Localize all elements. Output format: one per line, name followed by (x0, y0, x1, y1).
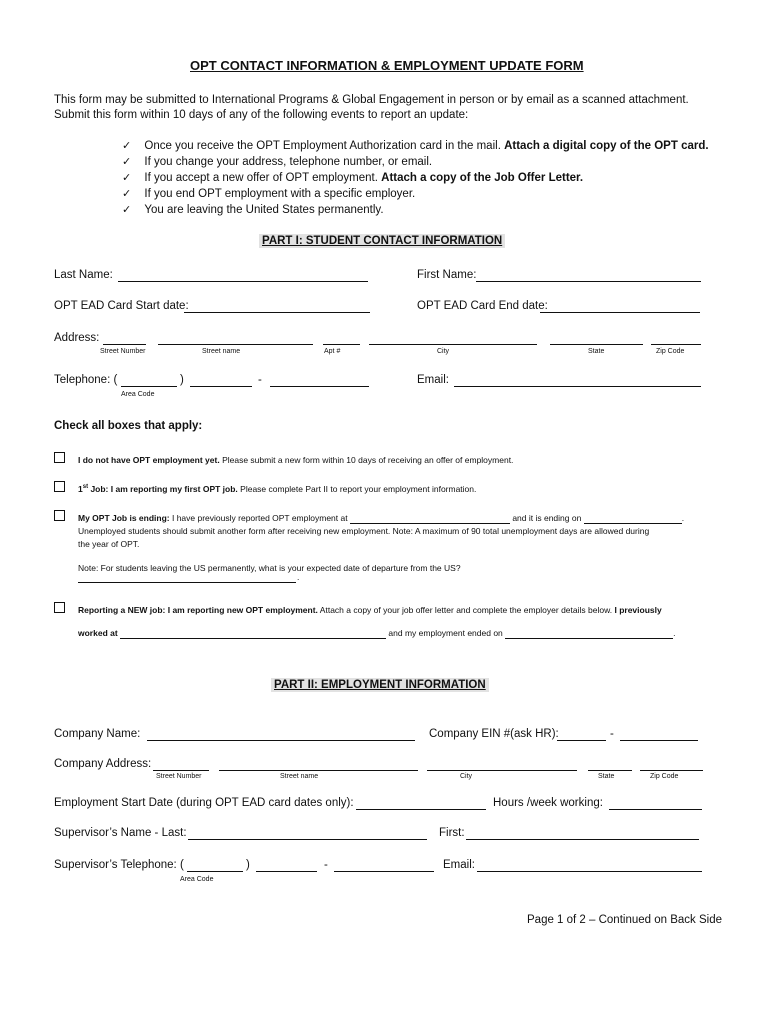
start-date-field[interactable] (356, 809, 486, 810)
street-number-field[interactable] (103, 344, 146, 345)
ead-end-label: OPT EAD Card End date: (417, 300, 548, 312)
departure-note: Note: For students leaving the US permanently, what is your expected date of departure from the US? (78, 563, 461, 573)
job-ending-period: . (681, 513, 685, 523)
supervisor-first-label: First: (439, 827, 465, 839)
checkmark-icon: ✓ (122, 172, 132, 184)
job-ending-text-2: and it is ending on (509, 513, 584, 523)
intro-line-2: Submit this form within 10 days of any of the following events to report an update: (54, 109, 469, 121)
first-job-text: Please complete Part II to report your employment information. (237, 484, 477, 494)
company-state-field[interactable] (588, 770, 632, 771)
first-name-field[interactable] (476, 281, 701, 282)
start-date-label: Employment Start Date (during OPT EAD card dates only): (54, 797, 354, 809)
phone-prefix-field[interactable] (190, 386, 252, 387)
company-street-name-caption: Street name (280, 773, 319, 780)
company-ein-label: Company EIN #(ask HR): (429, 728, 559, 740)
ead-start-field[interactable] (184, 312, 370, 313)
checkbox-job-ending[interactable] (54, 510, 65, 521)
state-caption: State (588, 348, 605, 355)
supervisor-email-label: Email: (443, 859, 475, 871)
street-name-field[interactable] (158, 344, 313, 345)
supervisor-telephone-paren: ) (246, 859, 250, 871)
supervisor-last-label: Supervisor’s Name - Last: (54, 827, 187, 839)
email-field[interactable] (454, 386, 701, 387)
supervisor-area-code-field[interactable] (187, 871, 243, 872)
checkbox-no-employment[interactable] (54, 452, 65, 463)
telephone-label: Telephone: ( (54, 374, 118, 386)
address-label: Address: (54, 332, 100, 344)
list-item (122, 203, 384, 216)
company-name-field[interactable] (147, 740, 415, 741)
new-job-text: Attach a copy of your job offer letter and complete the employer details below. (317, 605, 613, 615)
zip-caption: Zip Code (656, 348, 685, 355)
company-city-field[interactable] (427, 770, 577, 771)
supervisor-telephone-label: Supervisor’s Telephone: ( (54, 859, 184, 871)
telephone-paren: ) (180, 374, 184, 386)
first-name-label: First Name: (417, 269, 477, 281)
area-code-caption: Area Code (121, 391, 155, 398)
job-ending-line-3: the year of OPT. (78, 539, 140, 549)
checkmark-icon: ✓ (122, 156, 132, 168)
checkmark-icon: ✓ (122, 204, 132, 216)
form-title: OPT CONTACT INFORMATION & EMPLOYMENT UPDATE FORM (190, 58, 584, 73)
checkbox-new-job-label (78, 605, 662, 615)
bullet-text: If you end OPT employment with a specific employer. (144, 188, 416, 200)
supervisor-phone-prefix-field[interactable] (256, 871, 317, 872)
company-zip-field[interactable] (640, 770, 703, 771)
new-job-bold: Reporting a NEW job: I am reporting new OPT employment. (78, 605, 318, 615)
company-street-name-field[interactable] (219, 770, 418, 771)
ein-prefix-field[interactable] (557, 740, 606, 741)
new-job-line-2 (78, 628, 676, 639)
street-number-caption: Street Number (100, 348, 146, 355)
email-label: Email: (417, 374, 449, 386)
area-code-field[interactable] (121, 386, 177, 387)
checkmark-icon: ✓ (122, 140, 132, 152)
worked-at-label: worked at (78, 628, 118, 638)
no-employment-text: Please submit a new form within 10 days of receiving an offer of employment. (219, 455, 514, 465)
supervisor-phone-line-field[interactable] (334, 871, 434, 872)
supervisor-email-field[interactable] (477, 871, 702, 872)
telephone-dash: - (258, 374, 262, 386)
city-caption: City (437, 348, 450, 355)
part1-heading: PART I: STUDENT CONTACT INFORMATION (259, 234, 505, 248)
checkbox-job-ending-label (78, 513, 684, 524)
supervisor-last-field[interactable] (188, 839, 427, 840)
job-ending-date-field[interactable] (584, 513, 685, 524)
bullet-bold: Attach a copy of the Job Offer Letter. (381, 172, 584, 184)
zip-field[interactable] (651, 344, 701, 345)
bullet-text: If you accept a new offer of OPT employment. (144, 172, 382, 184)
supervisor-first-field[interactable] (466, 839, 699, 840)
ended-on-period: . (673, 628, 676, 638)
street-name-caption: Street name (202, 348, 241, 355)
departure-date-field[interactable] (78, 582, 296, 583)
list-item (122, 171, 583, 184)
ein-dash: - (610, 728, 614, 740)
first-job-sup: st (82, 484, 89, 491)
apt-caption: Apt # (324, 348, 341, 355)
checks-heading: Check all boxes that apply: (54, 420, 203, 432)
phone-line-field[interactable] (270, 386, 369, 387)
first-job-bold: Job: I am reporting my first OPT job. (88, 484, 238, 494)
bullet-text: If you change your address, telephone number, or email. (144, 156, 433, 168)
page-footer: Page 1 of 2 – Continued on Back Side (527, 914, 723, 926)
new-job-bold-2: I previously (612, 605, 662, 615)
supervisor-area-code-caption: Area Code (180, 876, 214, 883)
list-item (122, 155, 432, 168)
ead-end-field[interactable] (540, 312, 700, 313)
job-ending-line-2: Unemployed students should submit another form after receiving new employment. Note: A maximum of 90 total unemployment days are allowed during (78, 526, 650, 536)
checkbox-first-job-label (78, 484, 476, 494)
company-city-caption: City (460, 773, 473, 780)
ended-on-field[interactable] (505, 628, 676, 639)
company-zip-caption: Zip Code (650, 773, 679, 780)
checkbox-no-employment-label (78, 455, 513, 465)
bullet-text: You are leaving the United States permanently. (144, 204, 384, 216)
job-ending-text-1: I have previously reported OPT employment at (169, 513, 350, 523)
checkbox-first-job[interactable] (54, 481, 65, 492)
company-address-label: Company Address: (54, 758, 152, 770)
list-item (122, 187, 415, 200)
ein-suffix-field[interactable] (620, 740, 698, 741)
city-field[interactable] (369, 344, 537, 345)
intro-line-1: This form may be submitted to International Programs & Global Engagement in person or by email as a scanned attachment. (54, 94, 689, 106)
first-job-num: 1 (78, 484, 83, 494)
hours-field[interactable] (609, 809, 702, 810)
job-ending-bold: My OPT Job is ending: (78, 513, 170, 523)
apt-field[interactable] (323, 344, 360, 345)
hours-label: Hours /week working: (493, 797, 603, 809)
company-street-number-caption: Street Number (156, 773, 202, 780)
bullet-bold: Attach a digital copy of the OPT card. (504, 140, 709, 152)
last-name-label: Last Name: (54, 269, 113, 281)
part2-heading: PART II: EMPLOYMENT INFORMATION (271, 678, 489, 692)
worked-at-field[interactable] (120, 628, 386, 639)
no-employment-bold: I do not have OPT employment yet. (78, 455, 220, 465)
last-name-field[interactable] (118, 281, 368, 282)
ead-start-label: OPT EAD Card Start date: (54, 300, 189, 312)
state-field[interactable] (550, 344, 643, 345)
ended-on-label: and my employment ended on (386, 628, 506, 638)
company-street-number-field[interactable] (153, 770, 209, 771)
list-item (122, 139, 709, 152)
company-name-label: Company Name: (54, 728, 141, 740)
checkmark-icon: ✓ (122, 188, 132, 200)
checkbox-new-job[interactable] (54, 602, 65, 613)
departure-period: . (297, 572, 300, 582)
supervisor-telephone-dash: - (324, 859, 328, 871)
company-state-caption: State (598, 773, 615, 780)
bullet-text: Once you receive the OPT Employment Authorization card in the mail. (144, 140, 505, 152)
job-ending-employer-field[interactable] (350, 513, 510, 524)
